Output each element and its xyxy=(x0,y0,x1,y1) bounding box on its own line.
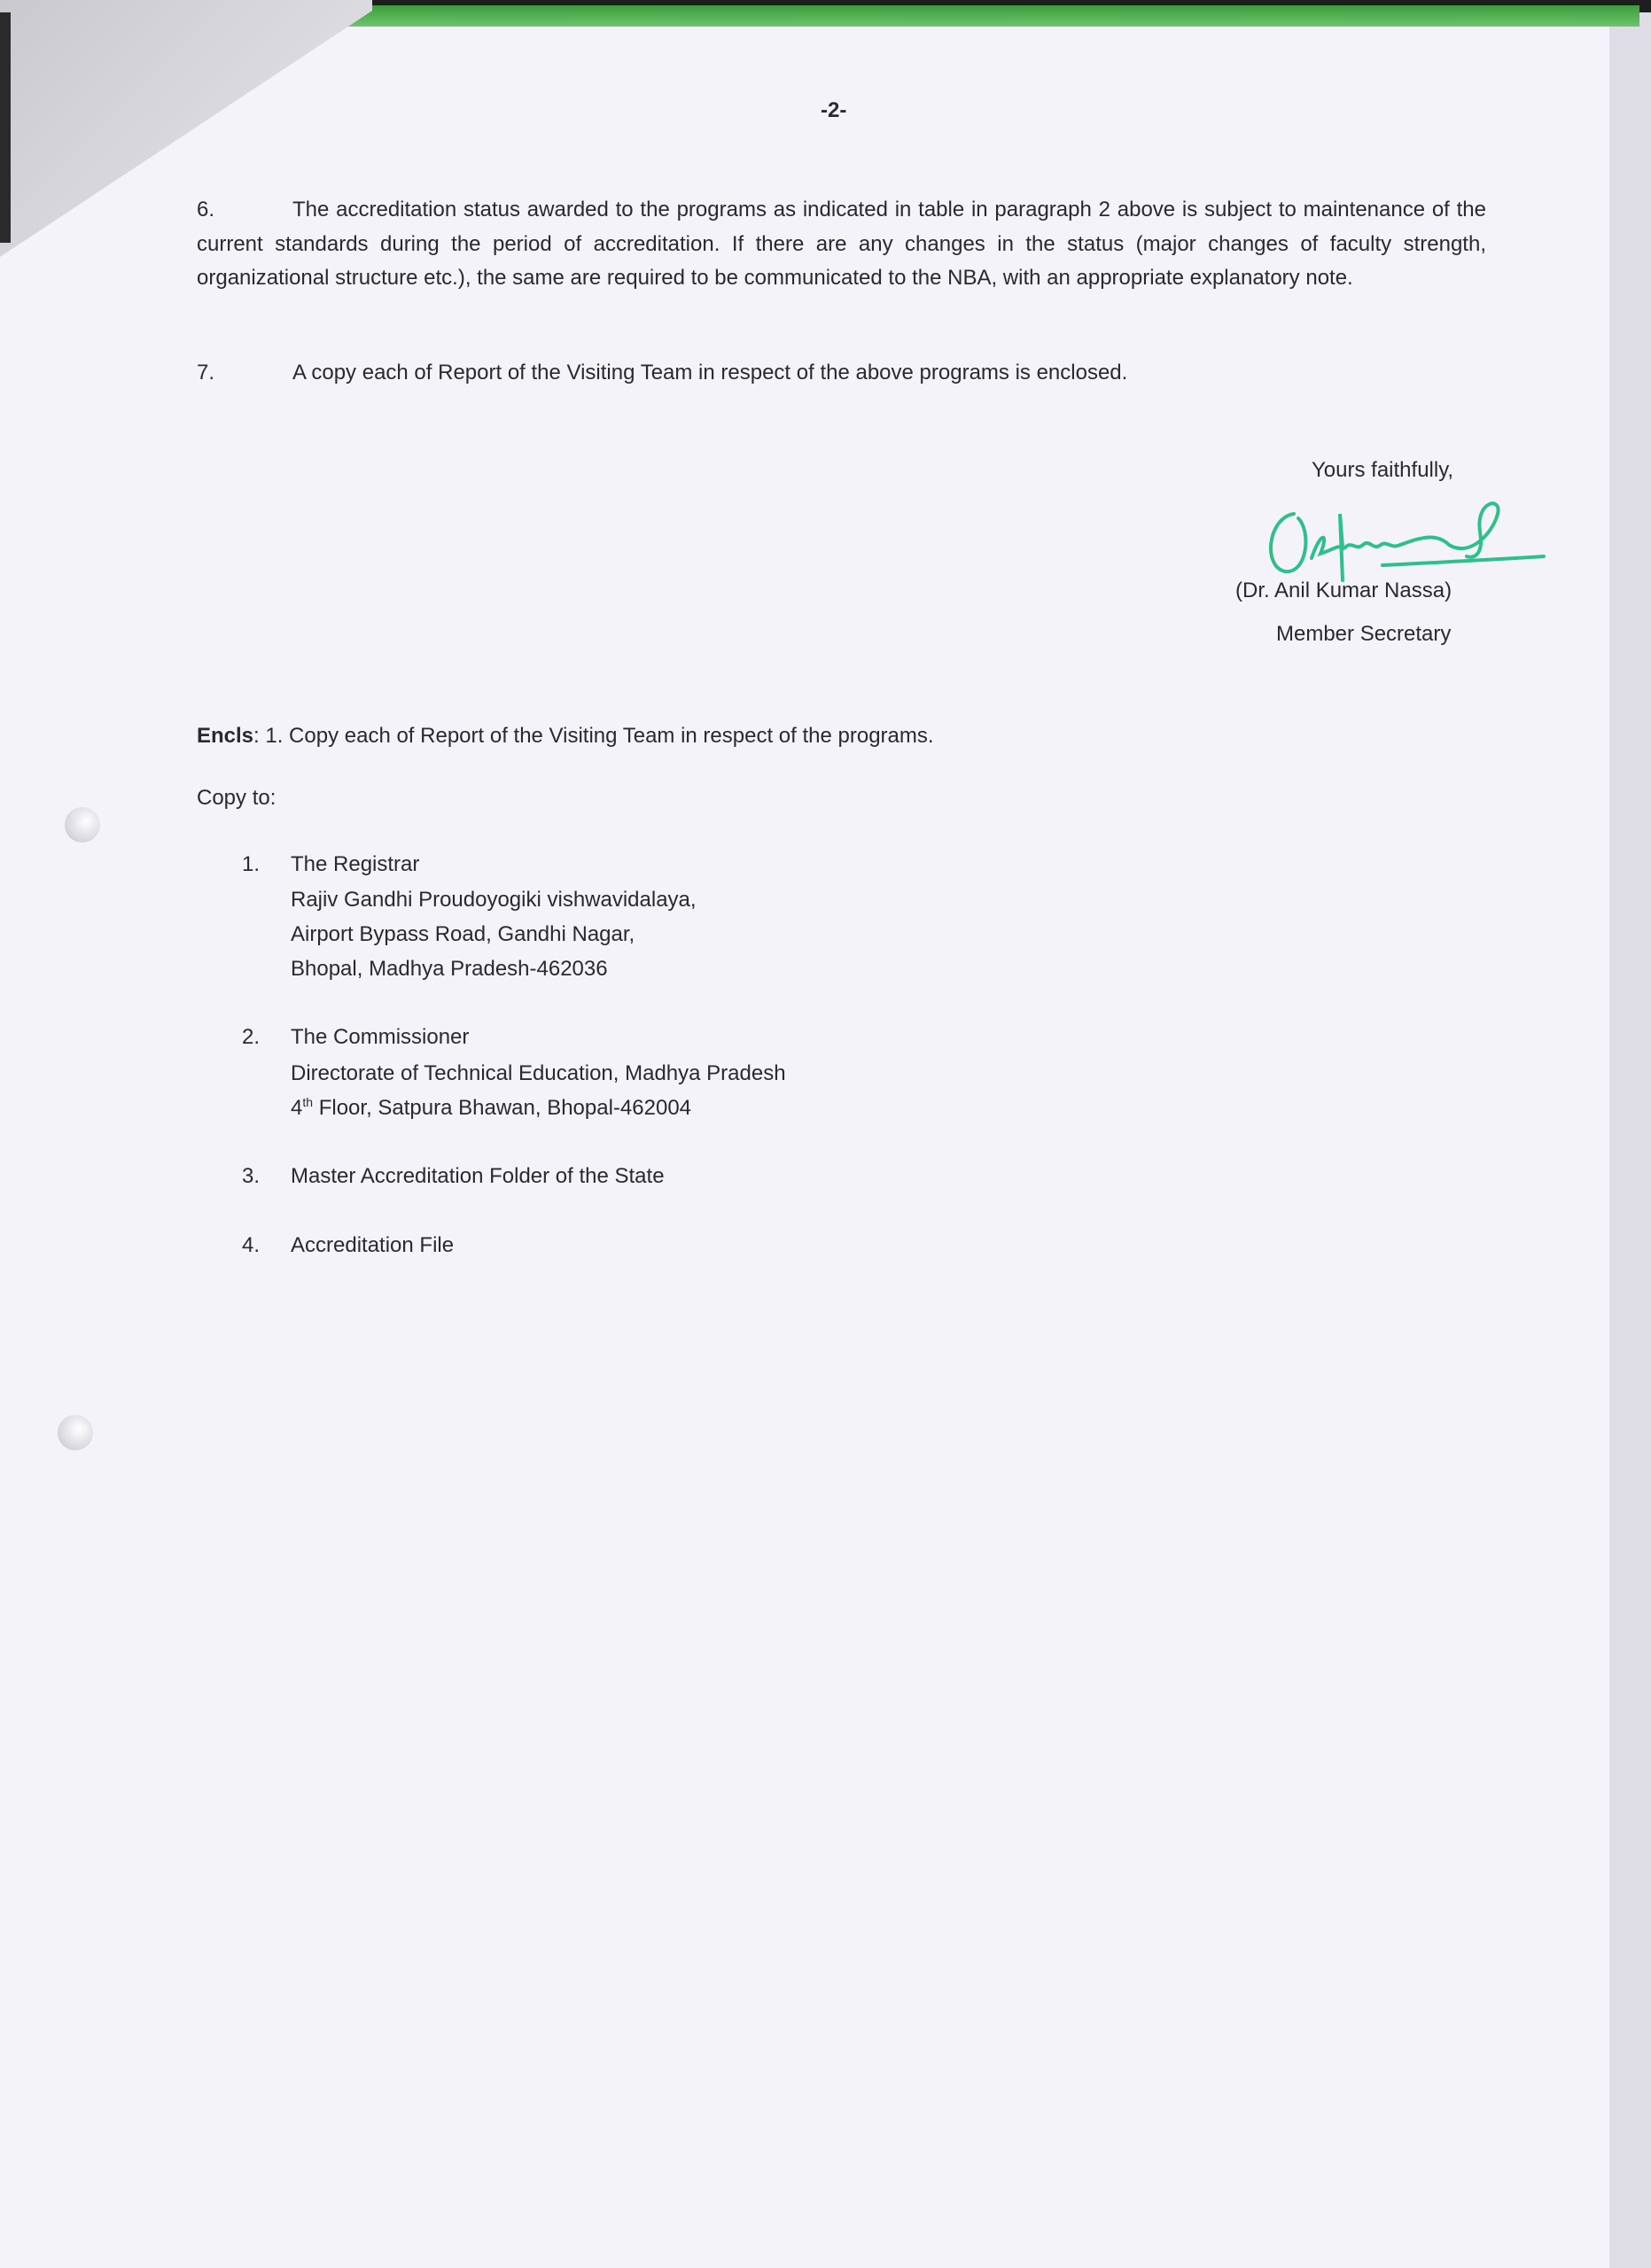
closing: Yours faithfully, xyxy=(1312,458,1454,482)
paragraph-6 xyxy=(197,193,1486,296)
signature xyxy=(1258,496,1569,585)
copy-item-number: 1. xyxy=(242,852,261,876)
enclosures xyxy=(197,719,934,753)
scan-left-edge xyxy=(0,12,11,243)
enclosures-text: : 1. Copy each of Report of the Visiting Team in respect of the programs. xyxy=(253,724,934,748)
copy-item-line: Bhopal, Madhya Pradesh-462036 xyxy=(291,957,608,981)
punch-hole xyxy=(58,1415,93,1450)
copy-item-number: 4. xyxy=(242,1233,261,1257)
copy-item-line: Accreditation File xyxy=(291,1233,455,1257)
green-folder-strip xyxy=(337,5,1639,27)
copy-item-line: Master Accreditation Folder of the State xyxy=(291,1164,665,1188)
copy-item-line xyxy=(291,1091,691,1125)
copy-item-line: Directorate of Technical Education, Madhya Pradesh xyxy=(291,1061,786,1085)
page-number: -2- xyxy=(821,98,847,122)
signatory-name: (Dr. Anil Kumar Nassa) xyxy=(1235,579,1452,602)
paragraph-number: 7. xyxy=(197,361,215,384)
copy-item-line: The Registrar xyxy=(291,852,420,876)
signatory-title: Member Secretary xyxy=(1276,622,1452,646)
floor-number: 4 xyxy=(291,1096,303,1120)
address-text: Floor, Satpura Bhawan, Bhopal-462004 xyxy=(313,1096,692,1120)
enclosures-label: Encls xyxy=(197,724,254,748)
copy-item-line: The Commissioner xyxy=(291,1025,470,1049)
paragraph-text: The accreditation status awarded to the programs as indicated in table in paragraph 2 above is subject to maintenance of the current standards during the period of accreditation. If there are any changes in the status (major changes of faculty strength, organizational structure etc.), the same are required to be communicated to the NBA, with an appropriate explanatory note. xyxy=(197,198,1486,290)
copy-item-line: Airport Bypass Road, Gandhi Nagar, xyxy=(291,922,635,946)
ordinal-suffix: th xyxy=(302,1095,314,1109)
copy-item-number: 3. xyxy=(242,1164,261,1188)
paragraph-7 xyxy=(197,356,1486,391)
punch-hole xyxy=(65,807,100,843)
copy-item-number: 2. xyxy=(242,1025,261,1049)
copy-item-line: Rajiv Gandhi Proudoyogiki vishwavidalaya, xyxy=(291,888,697,912)
paragraph-text: A copy each of Report of the Visiting Team in respect of the above programs is enclosed. xyxy=(292,361,1128,384)
paragraph-number: 6. xyxy=(197,198,215,221)
copy-to-label: Copy to: xyxy=(197,786,276,810)
